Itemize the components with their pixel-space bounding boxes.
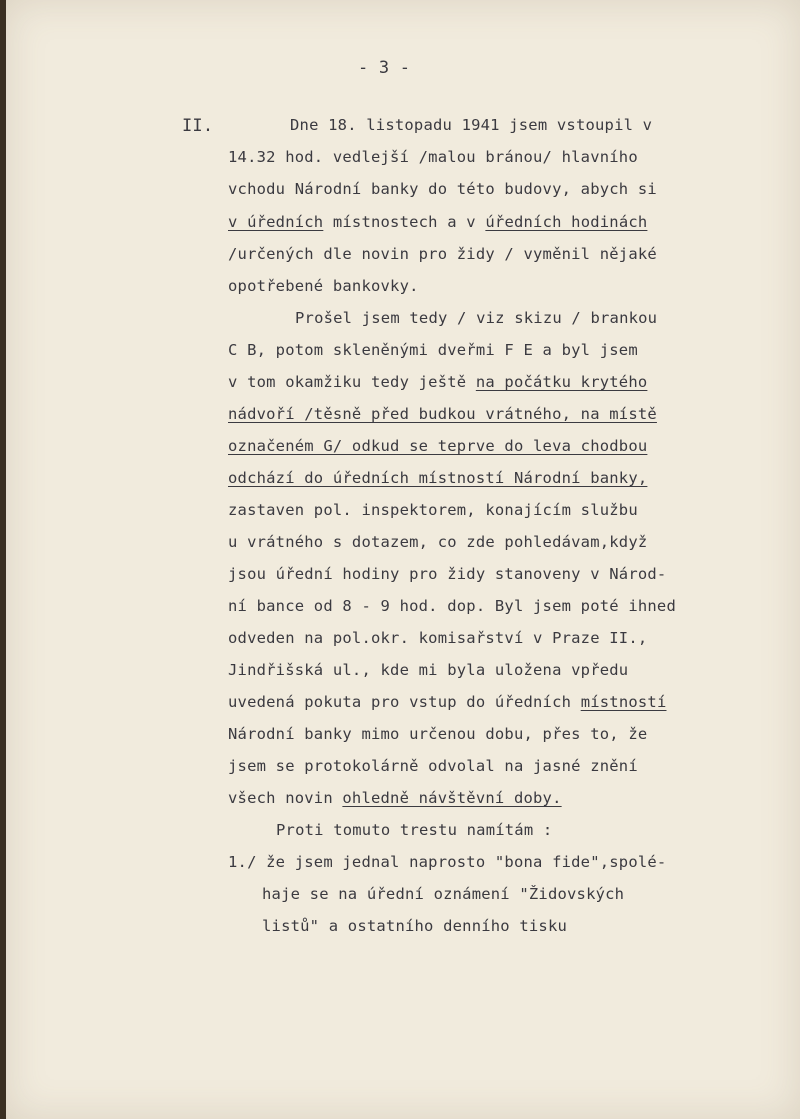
text-line bbox=[228, 341, 638, 359]
line-text: odveden na pol.okr. komisařství v Praze II., bbox=[228, 629, 648, 647]
underlined-text: ohledně návštěvní doby. bbox=[342, 789, 562, 807]
line-text: jsou úřední hodiny pro židy stanoveny v Národ- bbox=[228, 565, 667, 583]
line-text: jsem se protokolárně odvolal na jasné znění bbox=[228, 757, 638, 775]
underlined-text: v úředních bbox=[228, 213, 324, 231]
text-line bbox=[228, 853, 666, 871]
text-line bbox=[228, 661, 628, 679]
document-page bbox=[6, 0, 800, 1119]
text-line bbox=[228, 565, 666, 583]
line-text: Proti tomuto trestu namítám : bbox=[276, 821, 553, 839]
text-line bbox=[228, 725, 647, 743]
line-text: ní bance od 8 - 9 hod. dop. Byl jsem poté ihned bbox=[228, 597, 676, 615]
line-text: /určených dle novin pro židy / vyměnil nějaké bbox=[228, 245, 657, 263]
text-line bbox=[228, 180, 657, 198]
page-number: - 3 - bbox=[358, 58, 411, 78]
underlined-text: označeném G/ odkud se teprve do leva chodbou bbox=[228, 437, 648, 455]
text-line bbox=[228, 245, 657, 263]
line-text: Národní banky mimo určenou dobu, přes to, že bbox=[228, 725, 648, 743]
text-line bbox=[295, 309, 657, 327]
underlined-text: nádvoří /těsně před budkou vrátného, na místě bbox=[228, 405, 657, 423]
underlined-text: místností bbox=[580, 693, 667, 711]
line-text: Prošel jsem tedy / viz skizu / brankou bbox=[295, 309, 658, 327]
text-line bbox=[228, 437, 647, 455]
line-text: zastaven pol. inspektorem, konajícím službu bbox=[228, 501, 638, 519]
line-text: uvedená pokuta pro vstup do úředních bbox=[228, 693, 581, 711]
line-text: 1./ že jsem jednal naprosto "bona fide",spolé- bbox=[228, 853, 667, 871]
line-text: C B, potom skleněnými dveřmi F E a byl jsem bbox=[228, 341, 638, 359]
line-text: haje se na úřední oznámení "Židovských bbox=[262, 885, 625, 903]
line-text: vchodu Národní banky do této budovy, abych si bbox=[228, 180, 657, 198]
section-numeral: II. bbox=[182, 116, 214, 136]
text-line bbox=[228, 693, 666, 711]
text-line bbox=[228, 469, 647, 487]
underlined-text: na počátku krytého bbox=[475, 373, 648, 391]
text-line bbox=[228, 757, 638, 775]
text-line bbox=[228, 405, 657, 423]
text-line bbox=[276, 821, 552, 839]
text-line bbox=[290, 116, 652, 134]
text-line bbox=[262, 917, 567, 935]
line-text: u vrátného s dotazem, co zde pohledávam,když bbox=[228, 533, 648, 551]
text-line bbox=[228, 373, 647, 391]
text-line bbox=[228, 789, 562, 807]
text-line bbox=[228, 629, 647, 647]
line-text: místnostech a v bbox=[323, 213, 486, 231]
line-text: 14.32 hod. vedlejší /malou bránou/ hlavního bbox=[228, 148, 638, 166]
text-line bbox=[228, 148, 638, 166]
text-line bbox=[228, 597, 676, 615]
line-text: všech novin bbox=[228, 789, 343, 807]
text-line bbox=[228, 213, 647, 231]
underlined-text: úředních hodinách bbox=[485, 213, 648, 231]
line-text: Dne 18. listopadu 1941 jsem vstoupil v bbox=[290, 116, 653, 134]
text-line bbox=[228, 501, 638, 519]
line-text: opotřebené bankovky. bbox=[228, 277, 419, 295]
text-line bbox=[262, 885, 624, 903]
line-text: Jindřišská ul., kde mi byla uložena vpředu bbox=[228, 661, 629, 679]
text-line bbox=[228, 533, 647, 551]
line-text: listů" a ostatního denního tisku bbox=[262, 917, 568, 935]
underlined-text: odchází do úředních místností Národní banky, bbox=[228, 469, 648, 487]
line-text: v tom okamžiku tedy ještě bbox=[228, 373, 476, 391]
text-line bbox=[228, 277, 419, 295]
